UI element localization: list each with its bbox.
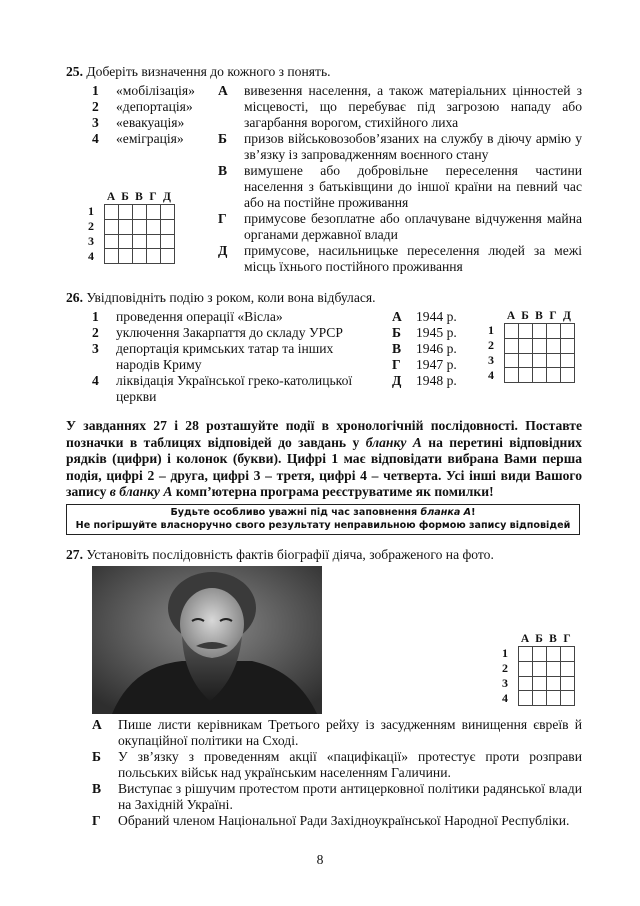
event-text: ліквідація Української греко-католицької церкви [116, 373, 353, 404]
grid-col-label: Б [121, 191, 129, 203]
q27-options [92, 717, 582, 845]
grid-row-label: 2 [488, 338, 494, 352]
notice-text: Будьте особливо уважні під час заповнення [170, 507, 421, 518]
year-letter: А [392, 309, 402, 324]
grid-row-label: 1 [88, 204, 94, 218]
grid-row-label: 3 [488, 353, 494, 367]
option-letter: Д [218, 243, 228, 258]
instructions-text: комп’ютерна програма реєструватиме як помилки! [172, 484, 494, 499]
option-row [92, 749, 582, 781]
q27-heading [66, 547, 494, 563]
answer-cells[interactable] [504, 323, 575, 383]
term-label: «мобілізація» [116, 83, 195, 98]
option-text: вивезення населення, а також матеріальних цінностей з місцевості, що перебуває під загрозою нападу або загарбання ворогом, стихійного лиха [244, 83, 582, 130]
option-text: примусове, насильницьке переселення людей за межі місць їхнього постійного проживання [244, 243, 582, 274]
option-row [92, 781, 582, 813]
year-letter: В [392, 341, 402, 356]
option-letter: В [92, 781, 102, 796]
notice-line-2: Не погіршуйте власноручно свого результату неправильною формою запису відповідей [75, 520, 571, 531]
option-letter: Б [218, 131, 227, 146]
option-letter: Б [92, 749, 101, 764]
q26-number: 26. [66, 290, 83, 305]
q26-heading [66, 290, 376, 306]
grid-row-label: 1 [502, 646, 508, 660]
year-letter: Г [392, 357, 401, 372]
instructions-blank-ref: бланку А [365, 434, 422, 450]
option-letter: Г [218, 211, 227, 226]
event-number: 2 [92, 325, 99, 340]
q27-number: 27. [66, 547, 83, 562]
q25-heading [66, 64, 331, 80]
event-text: проведення операції «Вісла» [116, 309, 283, 324]
year-text: 1948 р. [416, 373, 457, 388]
instructions-paragraph [66, 418, 582, 501]
term-number: 1 [92, 83, 99, 98]
grid-row-label: 4 [88, 249, 94, 263]
grid-col-label: Д [163, 191, 171, 203]
term-number: 2 [92, 99, 99, 114]
grid-col-label: А [506, 310, 516, 322]
year-text: 1947 р. [416, 357, 457, 372]
grid-row-label: 2 [88, 219, 94, 233]
option-row [218, 243, 582, 275]
option-text: У зв’язку з проведенням акції «пацифікації» протестує проти розправи польських військ над українським населенням Галичини. [118, 749, 582, 780]
grid-col-label: В [549, 633, 557, 645]
option-text: вимушене або добровільне переселення частини населення з батьківщини до іншої країни на певний час або на постійне проживання [244, 163, 582, 210]
event-text: уключення Закарпаття до складу УРСР [116, 325, 343, 340]
option-text: примусове безоплатне або оплачуване відчуження майна органами державної влади [244, 211, 582, 242]
year-letter: Б [392, 325, 401, 340]
option-letter: Г [92, 813, 101, 828]
option-row [92, 717, 582, 749]
option-text: Виступає з рішучим протестом проти антицерковної політики радянської влади на Західній Україні. [118, 781, 582, 812]
event-number: 3 [92, 341, 99, 356]
year-text: 1945 р. [416, 325, 457, 340]
option-row [218, 131, 582, 163]
option-text: Обраний членом Національної Ради Західноукраїнської Народної Республіки. [118, 813, 570, 828]
notice-text: ! [471, 507, 476, 518]
option-letter: А [218, 83, 228, 98]
option-row [218, 163, 582, 211]
grid-row-label: 4 [502, 691, 508, 705]
instructions-text: У завданнях 27 і 28 розташуйте події в хронологічній послідовності. Поставте позначки в таблицях відповідей до завдань у [66, 418, 582, 450]
grid-row-label: 3 [502, 676, 508, 690]
instructions-text: на перетині відповідних рядків (цифри) і колонок (букви). Цифрі 1 має відповідати вибрана Вами перша подія, цифрі 2 – друга, цифрі 3 – третя, цифрі 4 – четверта. Усі інші види Вашого запису [66, 434, 582, 499]
year-letter: Д [392, 373, 402, 388]
grid-col-label: А [106, 191, 116, 203]
grid-col-label: В [535, 310, 543, 322]
term-label: «евакуація» [116, 115, 185, 130]
year-text: 1946 р. [416, 341, 457, 356]
grid-col-label: Г [549, 310, 557, 322]
year-text: 1944 р. [416, 309, 457, 324]
grid-col-label: В [135, 191, 143, 203]
option-row [218, 83, 582, 131]
event-text: депортація кримських татар та інших народів Криму [116, 341, 334, 372]
q25-text: Доберіть визначення до кожного з понять. [86, 64, 331, 79]
answer-cells[interactable] [518, 646, 575, 706]
answer-cells[interactable] [104, 204, 175, 264]
q25-terms [92, 83, 212, 147]
option-text: Пише листи керівникам Третього рейху із засудженням винищення євреїв й окупаційної політики на Сході. [118, 717, 582, 748]
term-label: «еміграція» [116, 131, 184, 146]
q26-events [92, 309, 388, 405]
notice-blank-ref: бланка А [420, 507, 472, 518]
q27-answer-grid [502, 631, 575, 706]
q27-text: Установіть послідовність фактів біографії діяча, зображеного на фото. [86, 547, 494, 562]
option-letter: А [92, 717, 102, 732]
grid-col-label: А [520, 633, 530, 645]
grid-col-label: Б [521, 310, 529, 322]
option-row [218, 211, 582, 243]
event-number: 1 [92, 309, 99, 324]
grid-row-label: 3 [88, 234, 94, 248]
grid-col-label: Б [535, 633, 543, 645]
option-row [92, 813, 582, 845]
portrait-photo [92, 566, 322, 714]
term-number: 3 [92, 115, 99, 130]
instructions-blank-ref: в бланку А [109, 484, 173, 499]
grid-col-label: Г [563, 633, 571, 645]
notice-line-1 [67, 506, 579, 519]
event-number: 4 [92, 373, 99, 388]
grid-row-label: 2 [502, 661, 508, 675]
q25-number: 25. [66, 64, 83, 79]
term-number: 4 [92, 131, 99, 146]
q26-years [392, 309, 472, 389]
grid-row-label: 1 [488, 323, 494, 337]
option-letter: В [218, 163, 228, 178]
q26-text: Увідповідніть подію з роком, коли вона відбулася. [86, 290, 376, 305]
term-label: «депортація» [116, 99, 193, 114]
q25-answer-grid [88, 189, 175, 264]
option-text: призов військовозобов’язаних на службу в діючу армію у зв’язку із запровадженням воєнного стану [244, 131, 582, 162]
q25-options [218, 83, 582, 275]
notice-box [66, 504, 580, 535]
grid-row-label: 4 [488, 368, 494, 382]
portrait-image [92, 566, 322, 714]
grid-col-label: Д [563, 310, 571, 322]
q26-answer-grid [488, 308, 575, 383]
page-number: 8 [316, 852, 324, 867]
grid-col-label: Г [149, 191, 157, 203]
